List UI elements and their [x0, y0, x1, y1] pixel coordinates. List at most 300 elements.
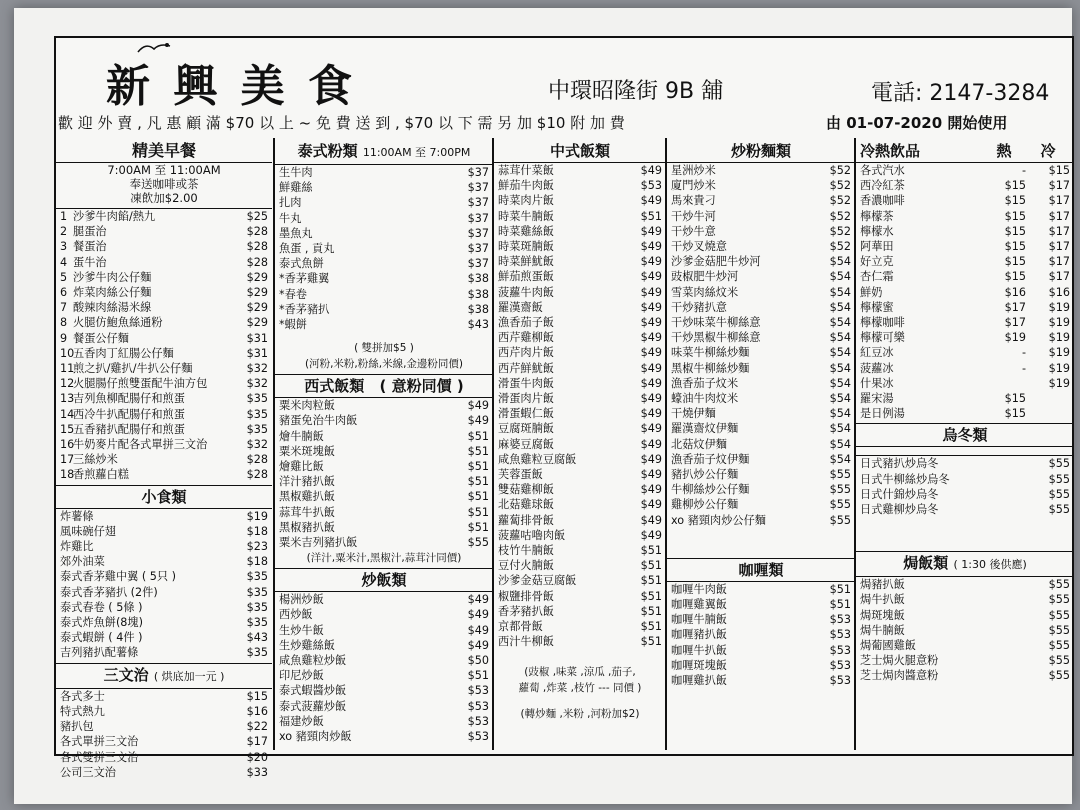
item-name: 扎肉 [279, 196, 302, 210]
item-price: $51 [640, 544, 662, 558]
menu-sheet [54, 36, 1074, 779]
udon-section [856, 423, 1074, 517]
menu-item-row [856, 608, 1074, 623]
menu-item-row [856, 178, 1074, 193]
item-name: 干炒叉燒意 [671, 240, 727, 254]
menu-item-row [667, 345, 855, 360]
menu-item-row [667, 421, 855, 436]
menu-item-row [56, 361, 272, 376]
item-name: 香茅豬扒飯 [498, 604, 554, 618]
item-cold-price: $19 [1048, 300, 1070, 314]
item-name: 粟米斑塊飯 [279, 444, 335, 458]
item-number: 2 [60, 225, 68, 239]
column-2 [273, 138, 493, 750]
menu-item-row [856, 163, 1074, 178]
item-hot-price: $17 [1004, 300, 1026, 314]
item-name: 豬扒包 [60, 720, 94, 734]
item-number: 15 [60, 422, 75, 436]
item-name: 酸辣肉絲湯米線 [73, 301, 152, 315]
item-price: $17 [246, 735, 268, 749]
item-name: 沙爹牛肉餡/熱九 [73, 210, 156, 223]
item-price: $37 [467, 226, 489, 240]
item-name: 豬蛋免治牛肉飯 [279, 414, 358, 428]
item-cold-price: $19 [1048, 361, 1070, 375]
chinese-rice-list [494, 163, 666, 650]
item-price: $52 [829, 240, 851, 254]
item-name: 馬來貴刁 [671, 194, 716, 208]
item-name: 各式汽水 [860, 164, 905, 177]
item-price: $49 [640, 361, 662, 375]
menu-item-row [494, 163, 666, 178]
menu-item-row [494, 330, 666, 345]
western-rice-list [275, 398, 493, 550]
menu-item-row [856, 456, 1074, 471]
menu-item-row [667, 497, 855, 512]
item-name: 黑椒豬扒飯 [279, 520, 335, 534]
breakfast-cold-drink-note: 凍飲加$2.00 [130, 191, 198, 205]
item-name: 蛋牛治 [73, 255, 107, 269]
item-price: $53 [829, 628, 851, 642]
menu-item-row [275, 459, 493, 474]
item-name: 泰式春卷 ( 5條 ) [60, 600, 143, 614]
item-price: $49 [640, 468, 662, 482]
column-5 [854, 138, 1074, 750]
menu-item-row [856, 577, 1074, 592]
item-name: 時菜斑腩飯 [498, 240, 554, 254]
item-price: $20 [246, 750, 268, 764]
menu-item-row [275, 180, 493, 195]
item-name: 檸檬咖啡 [860, 316, 905, 330]
menu-item-row [667, 376, 855, 391]
menu-item-row [56, 346, 272, 361]
item-name: 北菇雞球飯 [498, 498, 554, 512]
item-price: $28 [246, 453, 268, 467]
item-price: $51 [640, 589, 662, 603]
item-name: 沙爹牛肉公仔麵 [73, 270, 152, 284]
item-price: $53 [829, 658, 851, 672]
item-name: 羅漢齋飯 [498, 300, 543, 314]
item-price: $35 [246, 646, 268, 660]
item-name: 咖喱雞扒飯 [671, 674, 727, 688]
menu-item-row [275, 444, 493, 459]
drinks-title: 冷熱飲品 [860, 142, 921, 160]
item-price: $25 [246, 210, 268, 223]
menu-item-row [275, 607, 493, 622]
menu-item-row [56, 585, 272, 600]
menu-item-row [275, 683, 493, 698]
item-name: 鮮茄煎蛋飯 [498, 270, 554, 284]
item-price: $49 [640, 331, 662, 345]
menu-item-row [494, 619, 666, 634]
item-name: 餐蛋治 [73, 240, 107, 254]
item-price: $49 [640, 240, 662, 254]
item-name: 雙菇雞柳飯 [498, 483, 554, 497]
menu-item-row [856, 193, 1074, 208]
item-name: 吉列豬扒配薯條 [60, 646, 139, 660]
menu-item-row [275, 638, 493, 653]
item-cold-price: $19 [1048, 316, 1070, 330]
item-name: *香茅雞翼 [279, 272, 330, 286]
item-price: $53 [467, 699, 489, 713]
item-name: 沙爹金菇豆腐飯 [498, 574, 577, 588]
item-name: 三絲炒米 [73, 453, 118, 467]
item-name: 生牛肉 [279, 166, 313, 179]
sandwich-list [56, 689, 272, 780]
menu-item-row [275, 241, 493, 256]
item-name: 咖喱斑塊飯 [671, 658, 727, 672]
item-name: 黑椒雞扒飯 [279, 490, 335, 504]
item-price: $49 [467, 414, 489, 428]
item-price: $54 [829, 285, 851, 299]
menu-item-row [494, 634, 666, 649]
item-price: $51 [640, 620, 662, 634]
item-price: $54 [829, 376, 851, 390]
item-price: $49 [640, 270, 662, 284]
item-name: 生炒牛飯 [279, 623, 324, 637]
menu-item-row [667, 224, 855, 239]
item-hot-price: $15 [1004, 407, 1026, 421]
menu-item-row [56, 704, 272, 719]
item-name: 炸菜肉絲公仔麵 [73, 286, 152, 300]
menu-item-row [275, 429, 493, 444]
thai-noodles-note1: ( 雙拼加$5 ) [354, 342, 414, 355]
item-name: *香茅豬扒 [279, 302, 330, 316]
menu-item-row [275, 474, 493, 489]
item-price: $52 [829, 194, 851, 208]
fried-rice-title: 炒飯類 [275, 568, 493, 592]
item-name: 各式單拼三文治 [60, 735, 139, 749]
item-name: 吉列魚柳配腸仔和煎蛋 [73, 392, 185, 406]
item-name: 味菜牛柳絲炒麵 [671, 346, 750, 360]
item-price: $53 [829, 643, 851, 657]
item-name: 蠔油牛肉炆米 [671, 392, 739, 406]
item-number: 7 [60, 301, 68, 315]
menu-item-row [667, 254, 855, 269]
thai-noodles-title: 泰式粉類 [297, 142, 358, 160]
item-number: 13 [60, 392, 75, 406]
item-cold-price: $17 [1048, 179, 1070, 193]
item-name: 魚蛋 , 貢丸 [279, 242, 335, 256]
item-name: 咖喱雞翼飯 [671, 598, 727, 612]
menu-item-row [275, 699, 493, 714]
item-price: $49 [467, 399, 489, 413]
item-name: 煎之扒/雞扒/牛扒公仔麵 [73, 362, 193, 376]
menu-item-row [494, 178, 666, 193]
menu-item-row [494, 604, 666, 619]
item-price: $55 [829, 498, 851, 512]
item-price: $28 [246, 468, 268, 482]
menu-item-row [667, 612, 855, 627]
menu-item-row [667, 582, 855, 597]
menu-item-row [275, 165, 493, 180]
item-price: $51 [467, 429, 489, 443]
menu-item-row [275, 714, 493, 729]
menu-item-row [667, 482, 855, 497]
curry-list [667, 582, 855, 688]
western-rice-note: (洋汁,粟米汁,黑椒汁,蒜茸汁同價) [306, 552, 462, 565]
item-name: 五香豬扒配腸仔和煎蛋 [73, 422, 185, 436]
item-price: $49 [640, 300, 662, 314]
thai-noodles-title-bar [275, 140, 493, 165]
menu-item-row [56, 750, 272, 765]
item-price: $29 [246, 286, 268, 300]
item-name: 黑椒牛柳絲炒麵 [671, 361, 750, 375]
western-rice-title-note: ( 意粉同價 ) [379, 377, 464, 396]
item-name: 鮮雞絲 [279, 181, 313, 195]
item-name: 干炒牛河 [671, 209, 716, 223]
menu-item-row [494, 573, 666, 588]
item-price: $51 [829, 598, 851, 612]
item-name: 漁香茄子炆米 [671, 376, 739, 390]
item-price: $31 [246, 346, 268, 360]
item-price: $32 [246, 438, 268, 452]
item-price: $35 [246, 407, 268, 421]
thai-noodles-hours: 11:00AM 至 7:00PM [362, 146, 471, 159]
item-number: 17 [60, 453, 75, 467]
item-price: $55 [829, 513, 851, 527]
item-price: $37 [467, 166, 489, 179]
menu-item-row [667, 300, 855, 315]
item-price: $55 [1048, 503, 1070, 517]
menu-item-row [667, 285, 855, 300]
fried-noodles-list [667, 163, 855, 528]
item-name: 豆腐斑腩飯 [498, 422, 554, 436]
menu-item-row [275, 729, 493, 744]
item-name: 干炒豬扒意 [671, 300, 727, 314]
menu-item-row [56, 331, 272, 346]
baked-title-note: ( 1:30 後供應) [953, 558, 1027, 572]
menu-item-row [494, 193, 666, 208]
menu-item-row [56, 255, 272, 270]
item-name: 墨魚丸 [279, 226, 313, 240]
menu-item-row [494, 528, 666, 543]
item-price: $29 [246, 270, 268, 284]
item-hot-price: - [1021, 164, 1026, 177]
udon-list [856, 456, 1074, 517]
item-name: 牛丸 [279, 211, 302, 225]
item-name: 泰式香茅雞中翼 ( 5只 ) [60, 570, 177, 584]
menu-item-row [56, 300, 272, 315]
item-name: 公司三文治 [60, 765, 116, 779]
item-price: $55 [1048, 639, 1070, 653]
item-name: 牛奶麥片配各式單拼三文治 [73, 438, 208, 452]
item-name: 漁香茄子飯 [498, 316, 554, 330]
item-price: $31 [246, 331, 268, 345]
menu-item-row [56, 734, 272, 749]
item-price: $54 [829, 392, 851, 406]
chinese-rice-note1: (豉椒 ,味菜 ,涼瓜 ,茄子, [524, 665, 636, 678]
item-name: 豉椒肥牛炒河 [671, 270, 739, 284]
column-3 [492, 138, 666, 750]
item-price: $55 [1048, 457, 1070, 471]
item-hot-price: - [1021, 361, 1026, 375]
menu-item-row [275, 398, 493, 413]
item-name: 炸薯條 [60, 509, 94, 523]
item-name: 生炒雞絲飯 [279, 638, 335, 652]
item-price: $49 [640, 164, 662, 177]
item-price: $55 [1048, 578, 1070, 592]
menu-item-row [856, 300, 1074, 315]
item-price: $52 [829, 164, 851, 177]
fried-noodles-section [667, 140, 855, 528]
item-name: 芝士焗肉醬意粉 [860, 669, 939, 683]
item-price: $51 [467, 520, 489, 534]
item-hot-price: $16 [1004, 285, 1026, 299]
item-name: 焗葡國雞飯 [860, 639, 916, 653]
menu-item-row [856, 592, 1074, 607]
item-price: $16 [246, 704, 268, 718]
item-name: 特式熱九 [60, 704, 105, 718]
item-number: 18 [60, 468, 75, 482]
item-name: 北菇炆伊麵 [671, 437, 727, 451]
item-price: $55 [829, 483, 851, 497]
item-name: 豬扒炒公仔麵 [671, 468, 739, 482]
menu-item-row [667, 269, 855, 284]
item-name: 粟米肉粒飯 [279, 399, 335, 413]
item-name: 咖喱牛腩飯 [671, 613, 727, 627]
item-name: 咖喱牛肉飯 [671, 582, 727, 596]
menu-item-row [275, 317, 493, 332]
item-name: 檸檬蜜 [860, 300, 894, 314]
item-name: 時菜肉片飯 [498, 194, 554, 208]
thai-noodles-section [275, 140, 493, 372]
menu-item-row [56, 315, 272, 330]
item-name: 芙蓉蛋飯 [498, 468, 543, 482]
snacks-title: 小食類 [56, 485, 272, 509]
item-number: 4 [60, 255, 68, 269]
menu-item-row [56, 209, 272, 224]
item-name: 廈門炒米 [671, 179, 716, 193]
menu-paper [14, 8, 1072, 804]
menu-item-row [856, 502, 1074, 517]
item-price: $49 [467, 593, 489, 607]
menu-item-row [56, 285, 272, 300]
item-price: $53 [467, 684, 489, 698]
menu-item-row [856, 239, 1074, 254]
item-name: 京都骨飯 [498, 620, 543, 634]
item-price: $33 [246, 765, 268, 779]
shop-address: 中環昭隆街 9B 舖 [548, 79, 724, 104]
menu-item-row [56, 524, 272, 539]
item-name: 椒鹽排骨飯 [498, 589, 554, 603]
item-cold-price: $17 [1048, 270, 1070, 284]
item-price: $35 [246, 422, 268, 436]
item-price: $35 [246, 616, 268, 630]
item-price: $51 [829, 582, 851, 596]
menu-item-row [56, 224, 272, 239]
menu-item-row [856, 376, 1074, 391]
item-price: $54 [829, 452, 851, 466]
baked-section [856, 551, 1074, 683]
sandwich-title-bar [56, 663, 272, 689]
item-price: $52 [829, 209, 851, 223]
item-price: $43 [467, 318, 489, 332]
delivery-notice: 歡 迎 外 賣 , 凡 惠 顧 滿 $70 以 上 ~ 免 費 送 到 , $70 以 下 需 另 加 $10 附 加 費 [58, 114, 625, 132]
item-name: 鮮奶 [860, 285, 883, 299]
item-price: $35 [246, 600, 268, 614]
menu-item-row [494, 315, 666, 330]
menu-item-row [667, 658, 855, 673]
item-name: 日式雞柳炒烏冬 [860, 503, 939, 517]
item-price: $32 [246, 377, 268, 391]
item-hot-price: $15 [1004, 270, 1026, 284]
menu-item-row [494, 437, 666, 452]
item-price: $55 [1048, 593, 1070, 607]
breakfast-title: 精美早餐 [56, 140, 272, 163]
item-price: $49 [640, 224, 662, 238]
breakfast-hours: 7:00AM 至 11:00AM [107, 163, 221, 177]
menu-item-row [56, 689, 272, 704]
item-price: $53 [467, 714, 489, 728]
menu-item-row [667, 163, 855, 178]
item-price: $49 [640, 422, 662, 436]
item-name: 阿華田 [860, 240, 894, 254]
item-price: $54 [829, 331, 851, 345]
menu-item-row [494, 467, 666, 482]
sandwich-title: 三文治 [103, 665, 149, 684]
menu-item-row [667, 193, 855, 208]
item-price: $52 [829, 224, 851, 238]
menu-item-row [494, 269, 666, 284]
menu-item-row [56, 467, 272, 482]
menu-item-row [667, 627, 855, 642]
menu-item-row [494, 421, 666, 436]
item-price: $49 [640, 407, 662, 421]
menu-item-row [494, 254, 666, 269]
item-name: 西冷紅茶 [860, 179, 905, 193]
item-price: $52 [829, 179, 851, 193]
item-price: $51 [467, 475, 489, 489]
item-name: 洋汁豬扒飯 [279, 475, 335, 489]
menu-item-row [56, 539, 272, 554]
item-hot-price [982, 376, 1026, 391]
item-name: 香濃咖啡 [860, 194, 905, 208]
menu-item-row [275, 668, 493, 683]
menu-item-row [494, 361, 666, 376]
item-name: 檸檬茶 [860, 209, 894, 223]
item-name: 菠蘿咕嚕肉飯 [498, 528, 566, 542]
item-name: 西芹雞柳飯 [498, 331, 554, 345]
item-name: 泰式菠蘿炒飯 [279, 699, 347, 713]
item-number: 9 [60, 331, 68, 345]
item-price: $54 [829, 255, 851, 269]
item-name: *春卷 [279, 287, 307, 301]
item-price: $18 [246, 524, 268, 538]
item-name: 蘿蔔排骨飯 [498, 513, 554, 527]
item-name: 什果冰 [860, 376, 894, 390]
item-price: $32 [246, 362, 268, 376]
item-price: $49 [640, 498, 662, 512]
menu-item-row [275, 535, 493, 550]
menu-item-row [856, 224, 1074, 239]
item-price: $51 [640, 604, 662, 618]
menu-item-row [275, 226, 493, 241]
item-number: 5 [60, 270, 68, 284]
menu-item-row [667, 452, 855, 467]
menu-item-row [856, 406, 1074, 421]
menu-item-row [667, 361, 855, 376]
item-name: 干燒伊麵 [671, 407, 716, 421]
menu-item-row [856, 472, 1074, 487]
item-price: $55 [467, 536, 489, 550]
fried-rice-list [275, 592, 493, 744]
breakfast-list [56, 209, 272, 483]
item-name: 滑蛋牛肉飯 [498, 376, 554, 390]
item-price: $55 [1048, 608, 1070, 622]
shop-name: 新 興 美 食 [106, 61, 356, 112]
item-price: $28 [246, 240, 268, 254]
item-name: 時菜鮮魷飯 [498, 255, 554, 269]
